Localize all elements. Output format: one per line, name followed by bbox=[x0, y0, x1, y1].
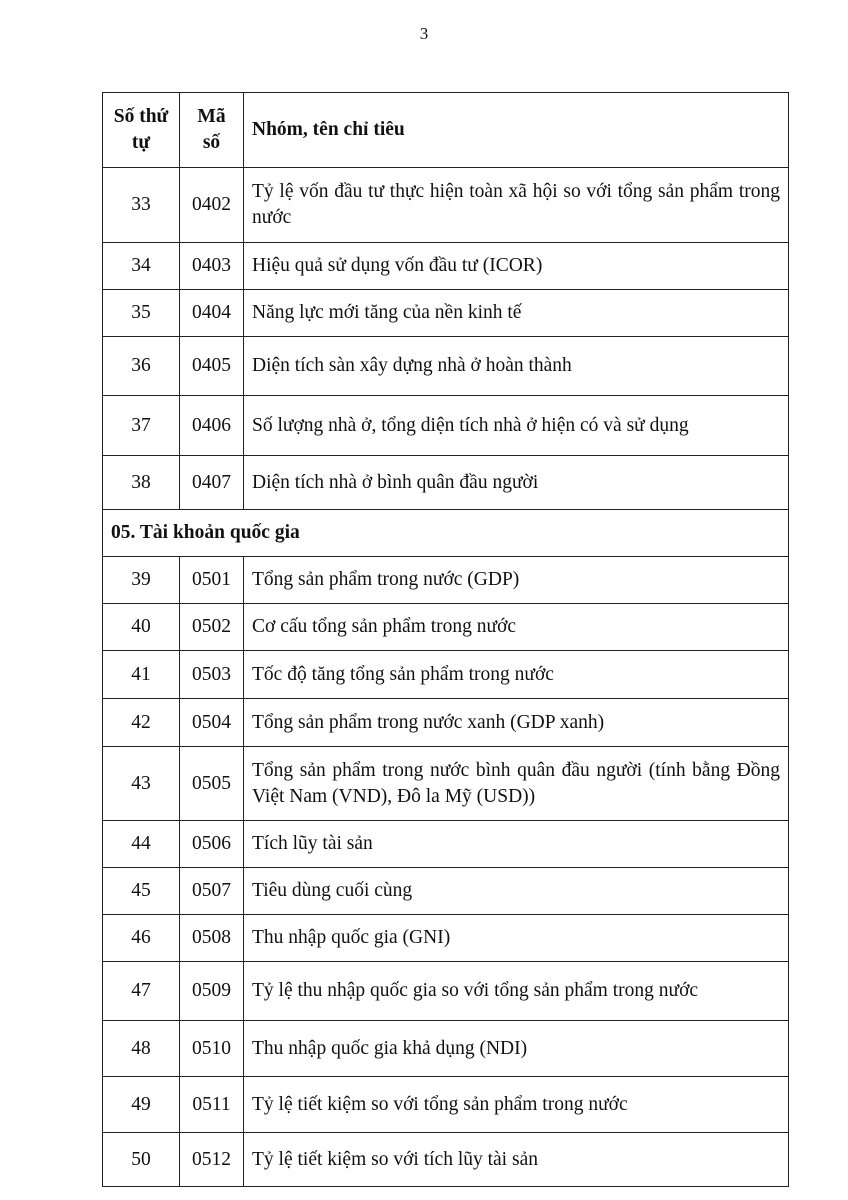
table-row bbox=[103, 557, 789, 604]
row-ma: 0406 bbox=[180, 396, 244, 456]
row-name: Tỷ lệ tiết kiệm so với tổng sản phẩm trong nước bbox=[244, 1077, 789, 1133]
row-name: Diện tích sàn xây dựng nhà ở hoàn thành bbox=[244, 337, 789, 396]
row-stt: 43 bbox=[103, 747, 180, 821]
row-stt: 39 bbox=[103, 557, 180, 604]
row-ma: 0502 bbox=[180, 604, 244, 651]
table-row bbox=[103, 604, 789, 651]
table-row bbox=[103, 168, 789, 243]
row-stt: 42 bbox=[103, 699, 180, 747]
header-stt: Số thứ tự bbox=[103, 93, 180, 168]
header-name: Nhóm, tên chỉ tiêu bbox=[244, 93, 789, 168]
row-stt: 37 bbox=[103, 396, 180, 456]
row-name: Tổng sản phẩm trong nước (GDP) bbox=[244, 557, 789, 604]
row-ma: 0404 bbox=[180, 290, 244, 337]
row-name: Tốc độ tăng tổng sản phẩm trong nước bbox=[244, 651, 789, 699]
row-ma: 0507 bbox=[180, 868, 244, 915]
row-stt: 46 bbox=[103, 915, 180, 962]
row-ma: 0501 bbox=[180, 557, 244, 604]
row-ma: 0405 bbox=[180, 337, 244, 396]
table-row bbox=[103, 821, 789, 868]
table-row bbox=[103, 290, 789, 337]
row-stt: 50 bbox=[103, 1133, 180, 1187]
row-name: Tiêu dùng cuối cùng bbox=[244, 868, 789, 915]
row-ma: 0506 bbox=[180, 821, 244, 868]
row-name: Năng lực mới tăng của nền kinh tế bbox=[244, 290, 789, 337]
table-row bbox=[103, 747, 789, 821]
row-ma: 0504 bbox=[180, 699, 244, 747]
row-ma: 0510 bbox=[180, 1021, 244, 1077]
table-row bbox=[103, 1077, 789, 1133]
row-name: Tích lũy tài sản bbox=[244, 821, 789, 868]
row-name: Hiệu quả sử dụng vốn đầu tư (ICOR) bbox=[244, 243, 789, 290]
row-ma: 0512 bbox=[180, 1133, 244, 1187]
table-row bbox=[103, 396, 789, 456]
row-stt: 48 bbox=[103, 1021, 180, 1077]
row-stt: 40 bbox=[103, 604, 180, 651]
row-stt: 36 bbox=[103, 337, 180, 396]
table-row bbox=[103, 699, 789, 747]
table-row bbox=[103, 962, 789, 1021]
indicator-table bbox=[102, 92, 789, 1187]
table-row bbox=[103, 915, 789, 962]
row-name: Tổng sản phẩm trong nước xanh (GDP xanh) bbox=[244, 699, 789, 747]
row-name: Tỷ lệ thu nhập quốc gia so với tổng sản phẩm trong nước bbox=[244, 962, 789, 1021]
row-ma: 0403 bbox=[180, 243, 244, 290]
table-row bbox=[103, 243, 789, 290]
row-stt: 33 bbox=[103, 168, 180, 243]
row-stt: 49 bbox=[103, 1077, 180, 1133]
table-row bbox=[103, 337, 789, 396]
row-stt: 41 bbox=[103, 651, 180, 699]
header-row bbox=[103, 93, 789, 168]
row-name: Cơ cấu tổng sản phẩm trong nước bbox=[244, 604, 789, 651]
row-ma: 0407 bbox=[180, 456, 244, 510]
row-stt: 44 bbox=[103, 821, 180, 868]
row-name: Tỷ lệ tiết kiệm so với tích lũy tài sản bbox=[244, 1133, 789, 1187]
row-stt: 45 bbox=[103, 868, 180, 915]
table-row bbox=[103, 868, 789, 915]
row-ma: 0402 bbox=[180, 168, 244, 243]
group-title: 05. Tài khoản quốc gia bbox=[103, 510, 789, 557]
row-ma: 0508 bbox=[180, 915, 244, 962]
header-ma: Mã số bbox=[180, 93, 244, 168]
row-stt: 38 bbox=[103, 456, 180, 510]
row-name: Số lượng nhà ở, tổng diện tích nhà ở hiện có và sử dụng bbox=[244, 396, 789, 456]
page-number: 3 bbox=[419, 24, 429, 43]
row-stt: 35 bbox=[103, 290, 180, 337]
row-ma: 0509 bbox=[180, 962, 244, 1021]
row-name: Thu nhập quốc gia khả dụng (NDI) bbox=[244, 1021, 789, 1077]
row-name: Tổng sản phẩm trong nước bình quân đầu người (tính bằng Đồng Việt Nam (VND), Đô la Mỹ (USD)) bbox=[244, 747, 789, 821]
row-name: Tỷ lệ vốn đầu tư thực hiện toàn xã hội so với tổng sản phẩm trong nước bbox=[244, 168, 789, 243]
row-stt: 34 bbox=[103, 243, 180, 290]
row-name: Thu nhập quốc gia (GNI) bbox=[244, 915, 789, 962]
row-ma: 0505 bbox=[180, 747, 244, 821]
group-row bbox=[103, 510, 789, 557]
row-ma: 0511 bbox=[180, 1077, 244, 1133]
table-row bbox=[103, 456, 789, 510]
row-stt: 47 bbox=[103, 962, 180, 1021]
table-row bbox=[103, 651, 789, 699]
table-row bbox=[103, 1133, 789, 1187]
table-row bbox=[103, 1021, 789, 1077]
row-ma: 0503 bbox=[180, 651, 244, 699]
row-name: Diện tích nhà ở bình quân đầu người bbox=[244, 456, 789, 510]
